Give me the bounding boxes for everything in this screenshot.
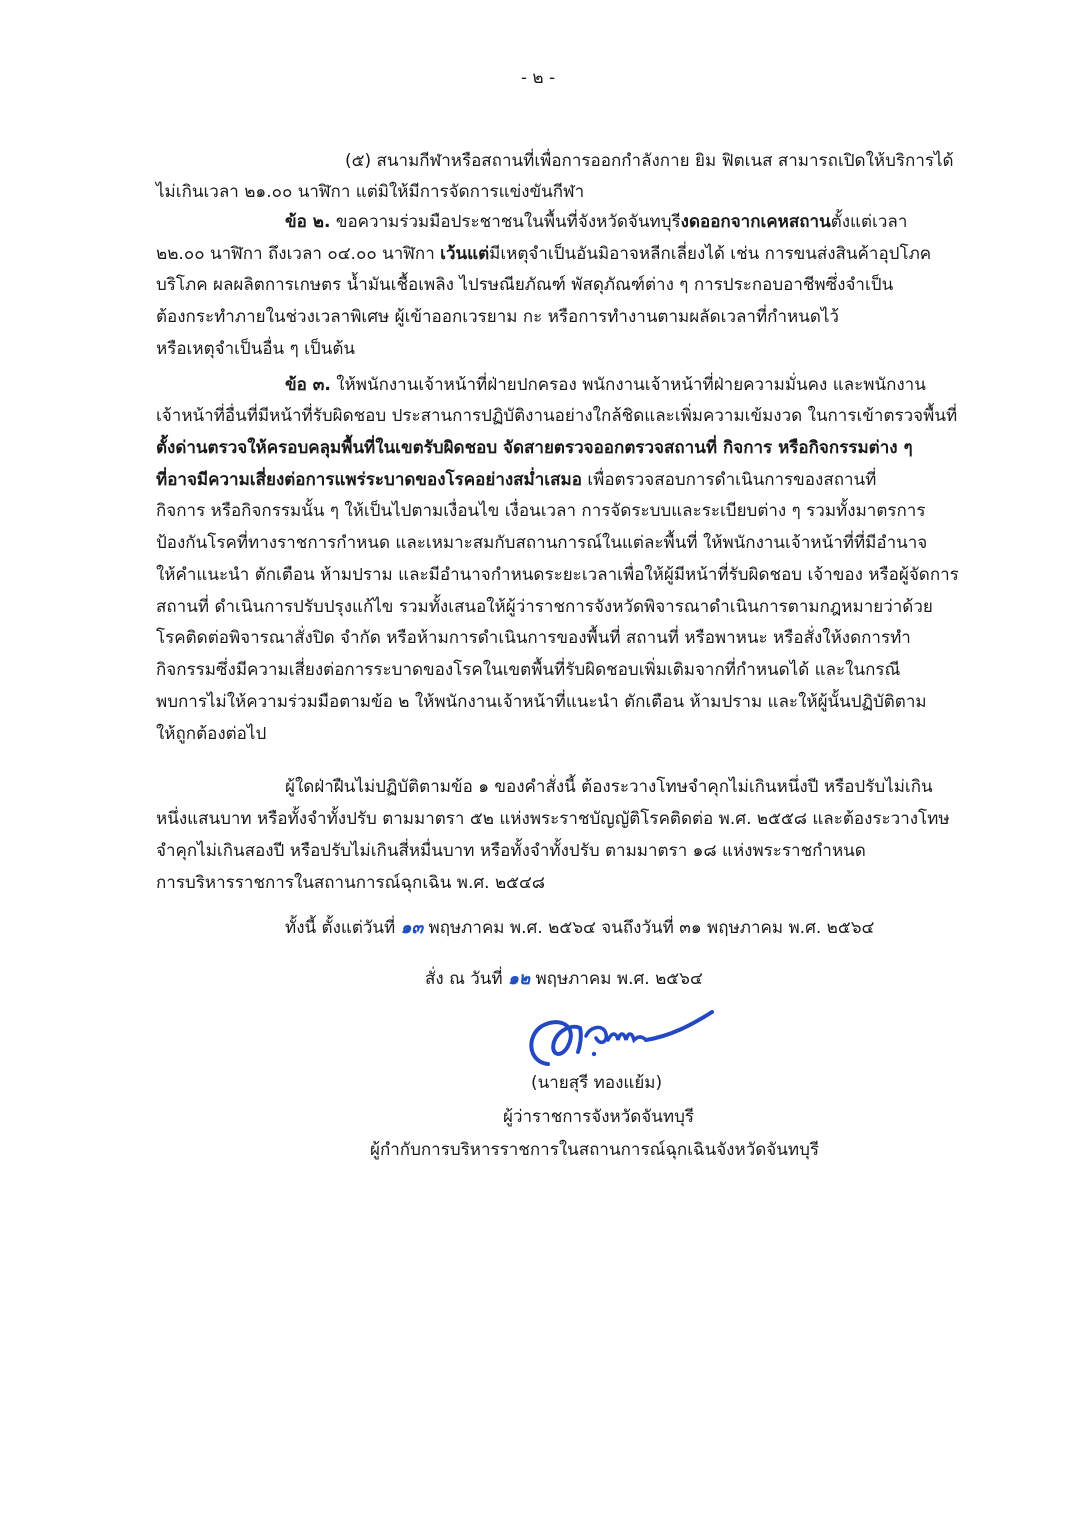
- text-span: ให้พนักงานเจ้าหน้าที่ฝ่ายปกครอง พนักงานเจ้าหน้าที่ฝ่ายความมั่นคง และพนักงาน: [330, 375, 926, 395]
- text-span: ๒๒.๐๐ นาฬิกา ถึงเวลา ๐๔.๐๐ นาฬิกา: [156, 244, 441, 264]
- clause-3-line-4: [156, 469, 876, 491]
- handwritten-date: ๑๓: [400, 918, 424, 938]
- paragraph-line-bold: ตั้งด่านตรวจให้ครอบคลุมพื้นที่ในเขตรับผิดชอบ จัดสายตรวจออกตรวจสถานที่ กิจการ หรือกิจกรรมต่าง ๆ: [156, 438, 913, 458]
- effective-dates: [285, 917, 874, 939]
- clause-3-line-1: [285, 374, 926, 396]
- signer-name: (นายสุรี ทองแย้ม): [531, 1073, 663, 1093]
- paragraph-line: จำคุกไม่เกินสองปี หรือปรับไม่เกินสี่หมื่นบาท หรือทั้งจำทั้งปรับ ตามมาตรา ๑๘ แห่งพระราชกำหนด: [156, 841, 866, 861]
- text-span: พฤษภาคม พ.ศ. ๒๕๖๔ จนถึงวันที่ ๓๑ พฤษภาคม พ.ศ. ๒๕๖๔: [423, 918, 875, 938]
- bold-span: งดออกจากเคหสถาน: [680, 212, 831, 232]
- text-span: มีเหตุจำเป็นอันมิอาจหลีกเลี่ยงได้ เช่น การขนส่งสินค้าอุปโภค: [489, 244, 932, 264]
- clause-2-heading: ข้อ ๒.: [285, 212, 331, 232]
- paragraph-line: ต้องกระทำภายในช่วงเวลาพิเศษ ผู้เข้าออกเวรยาม กะ หรือการทำงานตามผลัดเวลาที่กำหนดไว้: [156, 307, 839, 327]
- text-span: ตั้งแต่เวลา: [830, 212, 908, 232]
- paragraph-line: บริโภค ผลผลิตการเกษตร น้ำมันเชื้อเพลิง ไปรษณียภัณฑ์ พัสดุภัณฑ์ต่าง ๆ การประกอบอาชีพซึ่งจำเป็น: [156, 275, 894, 295]
- paragraph-line: ป้องกันโรคที่ทางราชการกำหนด และเหมาะสมกับสถานการณ์ในแต่ละพื้นที่ ให้พนักงานเจ้าหน้าที่ที่มีอำนาจ: [156, 533, 928, 553]
- paragraph-line: ให้คำแนะนำ ตักเตือน ห้ามปราม และมีอำนาจกำหนดระยะเวลาเพื่อให้ผู้มีหน้าที่รับผิดชอบ เจ้าของ หรือผู้จัดการ: [156, 565, 959, 585]
- paragraph-line: (๕) สนามกีฬาหรือสถานที่เพื่อการออกกำลังกาย ยิม ฟิตเนส สามารถเปิดให้บริการได้: [345, 151, 954, 171]
- text-span: เพื่อตรวจสอบการดำเนินการของสถานที่: [581, 470, 877, 490]
- handwritten-date: ๑๒: [508, 969, 531, 989]
- paragraph-line: เจ้าหน้าที่อื่นที่มีหน้าที่รับผิดชอบ ประสานการปฏิบัติงานอย่างใกล้ชิดและเพิ่มความเข้มงวด ในการเข้าตรวจพื้นที่: [156, 406, 958, 426]
- text-span: ขอความร่วมมือประชาชนในพื้นที่จังหวัดจันทบุรี: [330, 212, 681, 232]
- paragraph-line: หรือเหตุจำเป็นอื่น ๆ เป็นต้น: [156, 339, 355, 359]
- signer-role: ผู้กำกับการบริหารราชการในสถานการณ์ฉุกเฉินจังหวัดจันทบุรี: [370, 1140, 819, 1160]
- paragraph-line: พบการไม่ให้ความร่วมมือตามข้อ ๒ ให้พนักงานเจ้าหน้าที่แนะนำ ตักเตือน ห้ามปราม และให้ผู้นั้นปฏิบัติตาม: [156, 692, 927, 712]
- signer-title: ผู้ว่าราชการจังหวัดจันทบุรี: [503, 1107, 695, 1127]
- text-span: ทั้งนี้ ตั้งแต่วันที่: [285, 918, 401, 938]
- paragraph-line: หนึ่งแสนบาท หรือทั้งจำทั้งปรับ ตามมาตรา ๕๒ แห่งพระราชบัญญัติโรคติดต่อ พ.ศ. ๒๕๕๘ และต้องระวางโทษ: [156, 809, 950, 829]
- paragraph-line: ไม่เกินเวลา ๒๑.๐๐ นาฬิกา แต่มิให้มีการจัดการแข่งขันกีฬา: [156, 182, 585, 202]
- clause-2-line-1: [285, 211, 907, 233]
- paragraph-line: กิจการ หรือกิจกรรมนั้น ๆ ให้เป็นไปตามเงื่อนไข เงื่อนเวลา การจัดระบบและระเบียบต่าง ๆ รวมทั้งมาตรการ: [156, 501, 926, 521]
- text-span: พฤษภาคม พ.ศ. ๒๕๖๔: [530, 969, 703, 989]
- paragraph-line: โรคติดต่อพิจารณาสั่งปิด จำกัด หรือห้ามการดำเนินการของพื้นที่ สถานที่ หรือพาหนะ หรือสั่งให้งดการทำ: [156, 628, 911, 648]
- paragraph-line: ผู้ใดฝ่าฝืนไม่ปฏิบัติตามข้อ ๑ ของคำสั่งนี้ ต้องระวางโทษจำคุกไม่เกินหนึ่งปี หรือปรับไม่เกิน: [285, 777, 933, 797]
- page-number: - ๒ -: [520, 68, 556, 88]
- clause-2-line-2: [156, 243, 931, 265]
- paragraph-line: ให้ถูกต้องต่อไป: [156, 724, 267, 744]
- bold-span: เว้นแต่: [440, 244, 490, 264]
- text-span: สั่ง ณ วันที่: [425, 969, 509, 989]
- clause-3-heading: ข้อ ๓.: [285, 375, 331, 395]
- paragraph-line: การบริหารราชการในสถานการณ์ฉุกเฉิน พ.ศ. ๒๕๔๘: [156, 873, 546, 893]
- order-date: [425, 968, 703, 990]
- bold-span: ที่อาจมีความเสี่ยงต่อการแพร่ระบาดของโรคอย่างสม่ำเสมอ: [156, 470, 582, 490]
- paragraph-line: สถานที่ ดำเนินการปรับปรุงแก้ไข รวมทั้งเสนอให้ผู้ว่าราชการจังหวัดพิจารณาดำเนินการตามกฎหมายว่าด้วย: [156, 597, 933, 617]
- paragraph-line: กิจกรรมซึ่งมีความเสี่ยงต่อการระบาดของโรคในเขตพื้นที่รับผิดชอบเพิ่มเติมจากที่กำหนดได้ และในกรณี: [156, 660, 901, 680]
